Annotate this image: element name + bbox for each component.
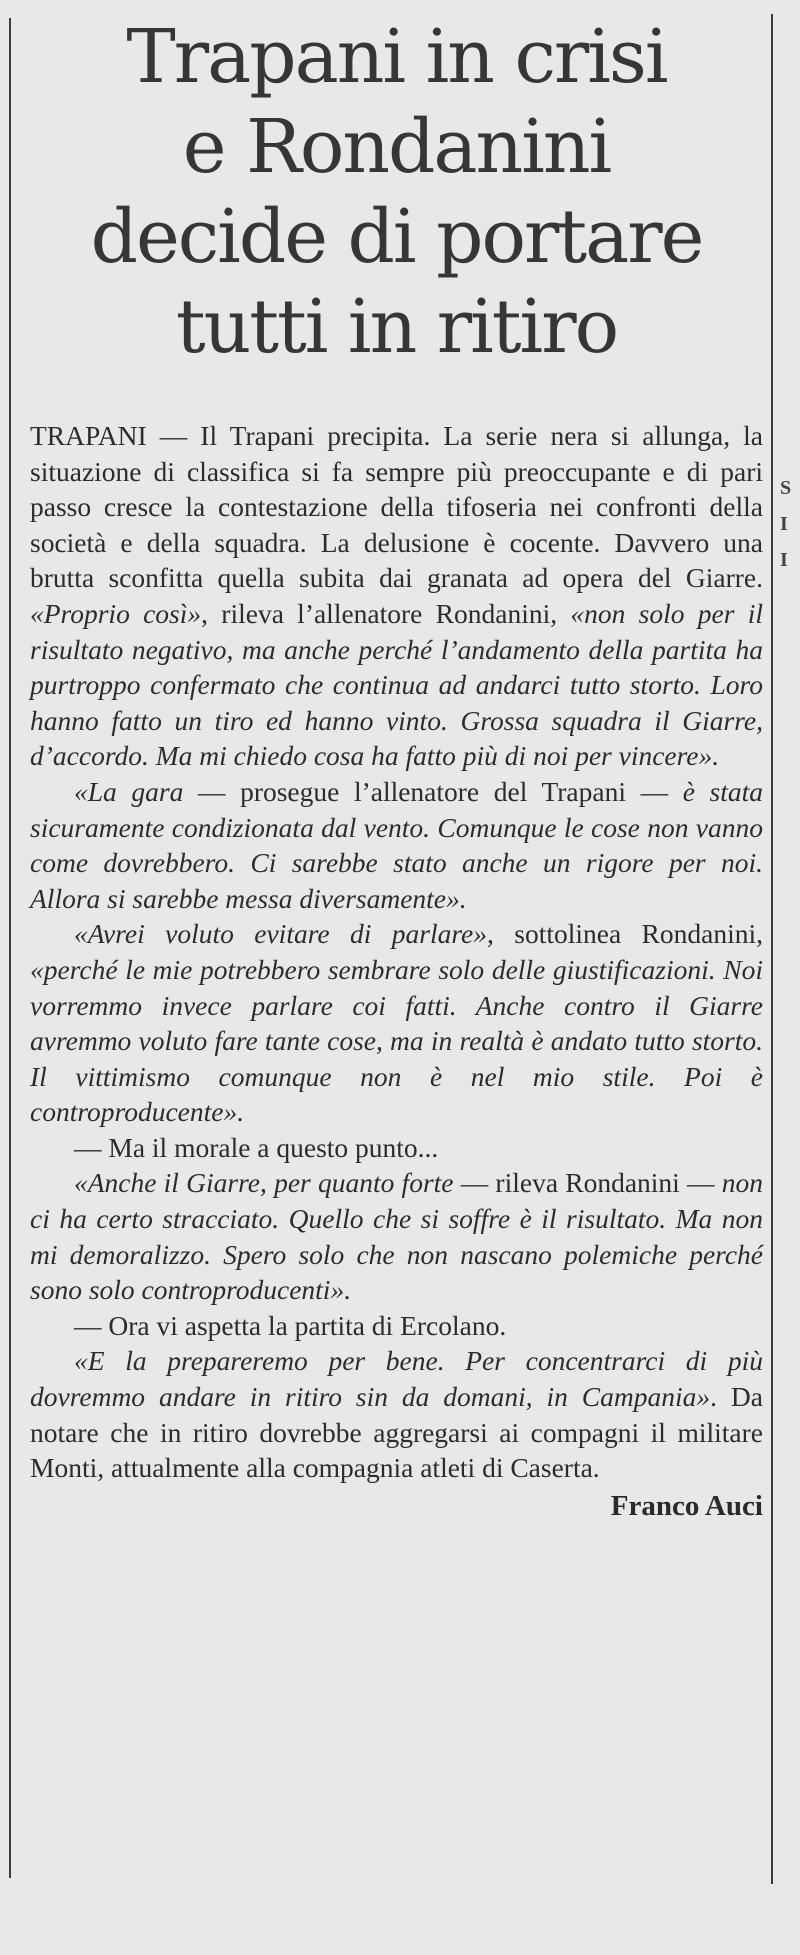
paragraph-text: — Ma il morale a questo punto... (74, 1131, 439, 1163)
paragraph-text: TRAPANI — Il Trapani precipita. La serie nera si allunga, la situazione di classifica si fa sempre più preoccupante e di pari passo cresce la contestazione della tifoseria nei confronti della società e della squadra. La delusione è cocente. Davvero una brutta sconfitta quella subita dai granata ad opera del Giarre. (30, 420, 763, 594)
headline-line: Trapani in crisi (126, 14, 667, 100)
neighbor-letter: I (780, 513, 788, 535)
paragraph-text: — rileva Rondanini — (453, 1167, 722, 1199)
column-rule-left (9, 18, 11, 1878)
article-paragraph (30, 1308, 763, 1344)
quote-text: «E la prepareremo per bene. Per concentrarci di più dovremmo andare in ritiro sin da domani, in Campania» (30, 1345, 763, 1413)
article-paragraph (30, 1130, 763, 1166)
headline-line: e Rondanini (182, 104, 611, 190)
quote-text: «Proprio così» (30, 597, 202, 629)
neighbor-letter: S (780, 477, 792, 499)
headline-line: tutti in ritiro (175, 284, 618, 370)
article-paragraph (30, 418, 763, 774)
article-paragraph (30, 1165, 763, 1307)
quote-text: «non solo per il risultato negativo, ma anche perché l’andamento della partita ha purtroppo confermato che continua ad andarci tutto storto. Loro hanno fatto un tiro ed hanno vinto. Grossa squadra il Giarre, d’accordo. Ma mi chiedo cosa ha fatto più di noi per vincere». (30, 597, 763, 772)
article-headline (30, 12, 763, 372)
quote-text: è stata sicuramente condizionata dal vento. Comunque le cose non vanno come dovrebbero. Ci sarebbe stato anche un rigore per noi. Allora si sarebbe messa diversamente». (30, 775, 763, 914)
paragraph-text: , sottolinea Rondanini, (486, 918, 763, 950)
article-paragraph (30, 1343, 763, 1485)
quote-text: «Anche il Giarre, per quanto forte (74, 1167, 454, 1199)
article-paragraph (30, 916, 763, 1130)
column-rule-right (771, 14, 773, 1884)
newspaper-article (30, 12, 763, 1524)
neighbor-column-fragment (780, 470, 800, 578)
article-body (30, 418, 763, 1486)
neighbor-letter: I (780, 549, 788, 571)
quote-text: «perché le mie potrebbero sembrare solo delle giustificazioni. Noi vorremmo invece parlare coi fatti. Anche contro il Giarre avremmo voluto fare tante cose, ma in realtà è andato tutto storto. Il vittimismo comunque non è nel mio stile. Poi è controproducente». (30, 953, 763, 1128)
article-byline: Franco Auci (610, 1489, 763, 1522)
paragraph-text: — prosegue l’allenatore del Trapani — (183, 775, 683, 807)
headline-line: decide di portare (90, 194, 703, 280)
paragraph-text: — Ora vi aspetta la partita di Ercolano. (74, 1309, 507, 1341)
quote-text: «Avrei voluto evitare di parlare» (74, 918, 487, 950)
paragraph-text: . Da notare che in ritiro dovrebbe aggregarsi ai compagni il militare Monti, attualmente alla compagnia atleti di Caserta. (30, 1381, 763, 1484)
paragraph-text: , rileva l’allenatore Rondanini, (201, 597, 571, 629)
quote-text: non ci ha certo stracciato. Quello che si soffre è il risultato. Ma non mi demoralizzo. Spero solo che non nascano polemiche perché sono solo controproducenti». (30, 1167, 763, 1306)
article-paragraph (30, 774, 763, 916)
quote-text: «La gara (74, 775, 184, 807)
